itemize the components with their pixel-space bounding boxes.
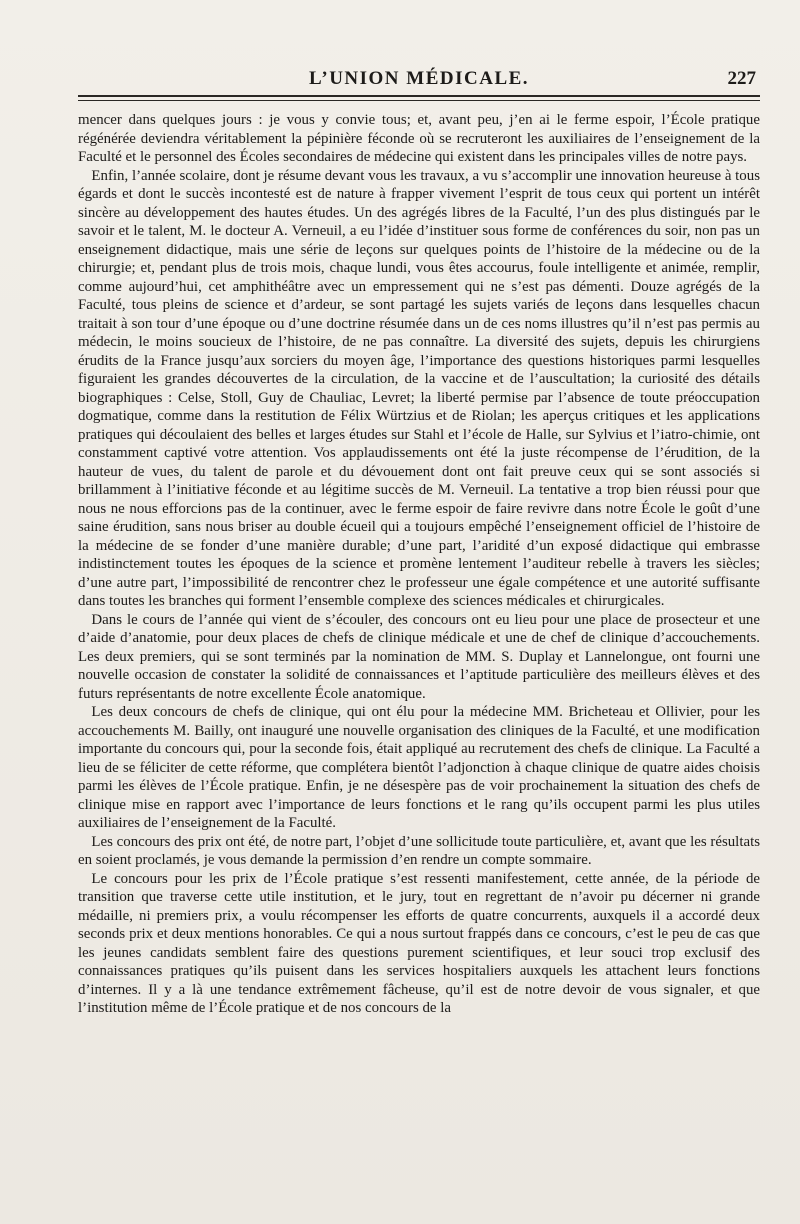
header-rule-thin [78, 100, 760, 101]
page-number: 227 [727, 68, 756, 89]
paragraph: Dans le cours de l’année qui vient de s’écouler, des concours ont eu lieu pour une place de prosecteur et une d’aide d’anatomie, pour deux places de chefs de clinique médicale et une de chef de clinique d’accouchements. Les deux premiers, qui se sont terminés par la nomination de MM. S. Duplay et Lannelongue, ont fourni une nouvelle occasion de constater la solidité de connaissances et l’aptitude particulière des meilleurs élèves et des futurs représentants de notre excellente École anatomique. [78, 611, 760, 702]
paragraph: mencer dans quelques jours : je vous y convie tous; et, avant peu, j’en ai le ferme espoir, l’École pratique régénérée deviendra véritablement la pépinière féconde où se recruteront les auxiliaires de l’enseignement de la Faculté et le personnel des Écoles secondaires de médecine qui existent dans les principales villes de notre pays. [78, 112, 760, 165]
paragraph: Les concours des prix ont été, de notre part, l’objet d’une sollicitude toute particulière, et, avant que les résultats en soient proclamés, je vous demande la permission d’en rendre un compte sommaire. [78, 833, 760, 868]
paragraph: Les deux concours de chefs de clinique, qui ont élu pour la médecine MM. Bricheteau et Ollivier, pour les accouchements M. Bailly, ont inauguré une nouvelle organisation des cliniques de la Faculté, et une modification importante du concours qui, pour la seconde fois, était appliqué au recrutement des chefs de clinique. La Faculté a lieu de se féliciter de cette réforme, que complétera bientôt l’adjonction à chaque clinique de quatre aides choisis parmi les élèves de l’École pratique. Enfin, je ne désespère pas de voir prochainement la situation des chefs de clinique mise en rapport avec l’importance de leurs fonctions et le rang qu’ils occupent parmi les plus utiles auxiliaires de l’enseignement de la Faculté. [78, 704, 760, 831]
body-text [78, 111, 760, 1018]
header-rule [78, 95, 760, 97]
journal-title: L’UNION MÉDICALE. [308, 68, 530, 89]
paragraph: Enfin, l’année scolaire, dont je résume devant vous les travaux, a vu s’accomplir une innovation heureuse à tous égards et dont le succès incontesté est de nature à frapper vivement l’esprit de tous ceux qui portent un intérêt sincère au développement des hautes études. Un des agrégés libres de la Faculté, l’un des plus distingués par le savoir et le talent, M. le docteur A. Verneuil, a eu l’idée d’instituer sous forme de conférences du soir, non pas un enseignement didactique, mais une série de leçons sur quelques points de l’histoire de la médecine ou de la chirurgie; et, pendant plus de trois mois, chaque lundi, vous êtes accourus, foule intelligente et animée, remplir, comme aujourd’hui, cet amphithéâtre avec un empressement qui ne s’est pas démenti. Douze agrégés de la Faculté, tous pleins de science et d’ardeur, se sont partagé les sujets variés de leçons dans lesquelles chacun traitait à son tour d’une époque ou d’une doctrine résumée dans un de ces noms illustres qu’il n’est pas permis au médecin, le moins soucieux de l’histoire, de ne pas connaître. La diversité des sujets, depuis les chirurgiens érudits de la France jusqu’aux sorciers du moyen âge, l’importance des questions historiques parmi lesquelles figuraient les grandes découvertes de la circulation, de la vaccine et de l’auscultation; la curiosité des détails biographiques : Celse, Stoll, Guy de Chauliac, Levret; la liberté permise par l’absence de toute préoccupation dogmatique, comme dans la restitution de Félix Würtzius et de Riolan; les aperçus critiques et les applications pratiques qui découlaient des belles et larges études sur Stahl et l’école de Halle, sur Sylvius et l’iatro-chimie, ont constamment captivé votre attention. Vos applaudissements ont été la juste récompense de l’érudition, de la hauteur de vues, du talent de parole et du dévouement dont ont fait preuve ceux qui se sont associés si brillamment à l’initiative féconde et au légitime succès de M. Verneuil. La tentative a trop bien réussi pour que nous ne nous efforcions pas de la continuer, avec le ferme espoir de faire revivre dans notre École le goût d’une saine érudition, sans nous briser au double écueil qui a toujours empêché l’enseignement officiel de l’histoire de la médecine de se fonder d’une manière durable; d’une part, l’aridité d’un exposé didactique qui embrasse indistinctement toutes les époques de la science et promène lentement l’auditeur rebelle à travers les siècles; d’une autre part, l’impossibilité de rencontrer chez le professeur une égale compétence et une autorité suffisante dans toutes les branches qui forment l’ensemble complexe des sciences médicales et chirurgicales. [78, 167, 760, 609]
running-head [78, 62, 760, 92]
paragraph: Le concours pour les prix de l’École pratique s’est ressenti manifestement, cette année, de la période de transition que traverse cette utile institution, et le jury, tout en regrettant de n’avoir pu décerner ni grande médaille, ni premiers prix, a voulu récompenser les efforts de quatre concurrents, auxquels il a accordé deux seconds prix et deux mentions honorables. Ce qui a nous surtout frappés dans ce concours, c’est le peu de cas que les jeunes candidats semblent faire des questions purement scientifiques, et leur souci trop exclusif des connaissances pratiques qu’ils puisent dans les services hospitaliers auxquels les attachent leurs fonctions d’internes. Il y a là une tendance extrêmement fâcheuse, qu’il est de notre devoir de vous signaler, et que l’institution même de l’École pratique et de nos concours de la [78, 870, 760, 1016]
